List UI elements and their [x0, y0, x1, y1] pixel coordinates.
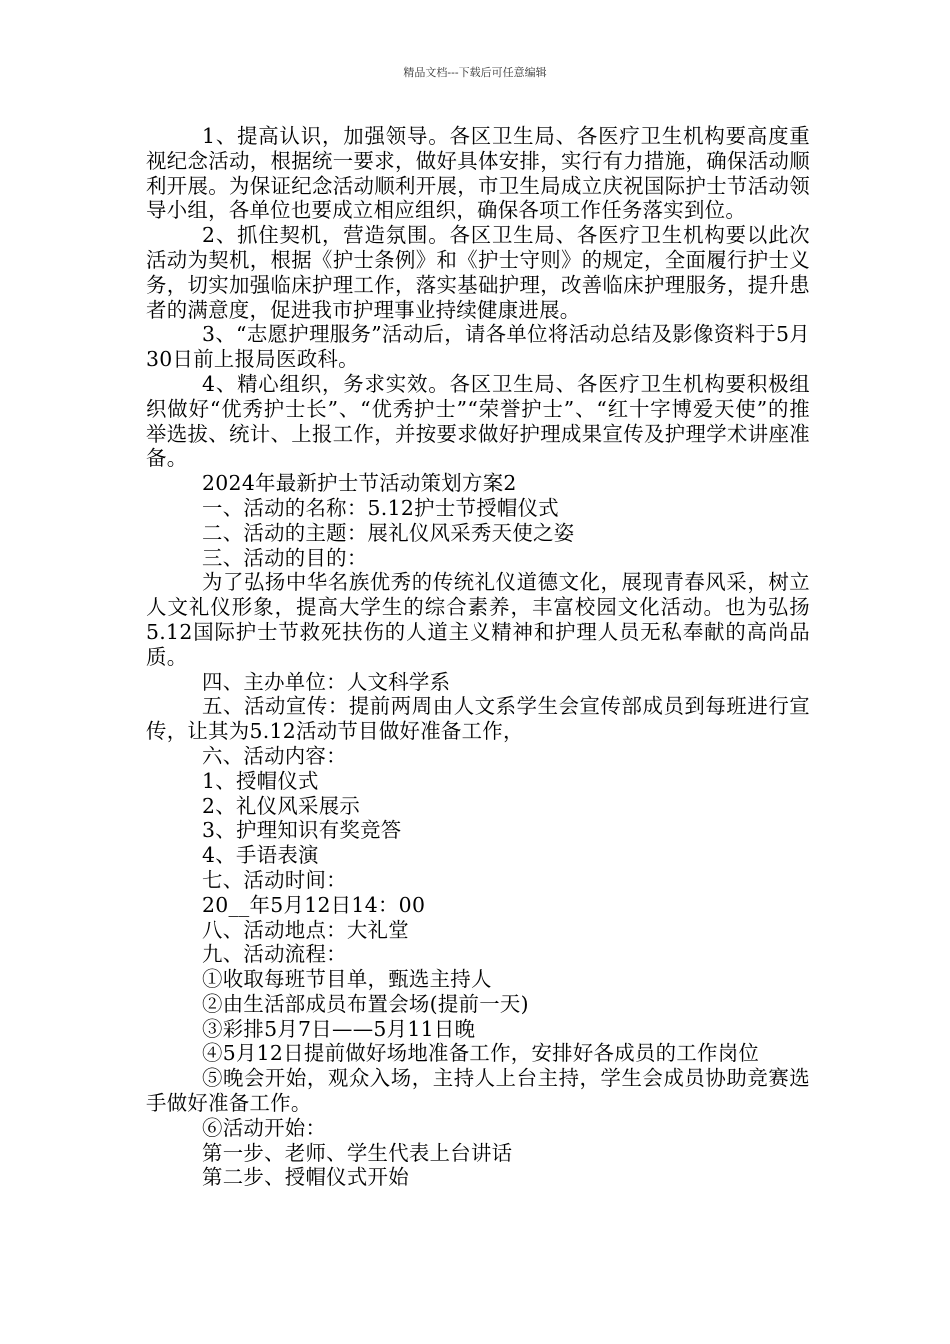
paragraph-item-4: 4、精心组织，务求实效。各区卫生局、各医疗卫生机构要积极组织做好“优秀护士长”、“优秀护士”“荣誉护士”、“红十字博爱天使”的推举选拔、统计、上报工作，并按要求做好护理成果宣传及护理学术讲座准备。: [146, 371, 810, 471]
content-item-3: 3、护理知识有奖竞答: [202, 818, 402, 843]
activity-name: 一、活动的名称：5.12护士节授帽仪式: [202, 495, 559, 520]
flow-step-4: ④5月12日提前做好场地准备工作，安排好各成员的工作岗位: [202, 1041, 760, 1066]
flow-step-6: ⑥活动开始：: [202, 1115, 327, 1140]
paragraph-item-1: 1、提高认识，加强领导。各区卫生局、各医疗卫生机构要高度重视纪念活动，根据统一要求，做好具体安排，实行有力措施，确保活动顺利开展。为保证纪念活动顺利开展，市卫生局成立庆祝国际护士节活动领导小组，各单位也要成立相应组织，确保各项工作任务落实到位。: [146, 124, 810, 223]
program-step-1: 第一步、老师、学生代表上台讲话: [202, 1140, 513, 1165]
paragraph-item-2: 2、抓住契机，营造氛围。各区卫生局、各医疗卫生机构要以此次活动为契机，根据《护士条例》和《护士守则》的规定，全面履行护士义务，切实加强临床护理工作，落实基础护理，改善临床护理服务，提升患者的满意度，促进我市护理事业持续健康进展。: [146, 223, 810, 322]
flow-step-1: ①收取每班节目单，甄选主持人: [202, 967, 492, 992]
activity-content-heading: 六、活动内容：: [202, 743, 347, 768]
content-item-1: 1、授帽仪式: [202, 768, 319, 793]
flow-step-3: ③彩排5月7日——5月11日晚: [202, 1016, 476, 1041]
activity-purpose-text: 为了弘扬中华名族优秀的传统礼仪道德文化，展现青春风采，树立人文礼仪形象，提高大学生的综合素养，丰富校园文化活动。也为弘扬5.12国际护士节救死扶伤的人道主义精神和护理人员无私奉献的高尚品质。: [146, 570, 810, 669]
activity-location: 八、活动地点：大礼堂: [202, 917, 409, 942]
content-item-2: 2、礼仪风采展示: [202, 793, 361, 818]
page-header: 精品文档---下载后可任意编辑: [403, 66, 547, 79]
activity-purpose-heading: 三、活动的目的：: [202, 545, 368, 570]
activity-time-value: 20__年5月12日14：00: [202, 892, 426, 917]
content-item-4: 4、手语表演: [202, 843, 319, 868]
flow-step-5: ⑤晚会开始，观众入场，主持人上台主持，学生会成员协助竞赛选手做好准备工作。: [146, 1066, 810, 1116]
flow-step-2: ②由生活部成员布置会场(提前一天): [202, 991, 529, 1016]
paragraph-item-3: 3、“志愿护理服务”活动后，请各单位将活动总结及影像资料于5月30日前上报局医政科。: [146, 322, 810, 372]
document-body: [146, 124, 810, 1190]
organizer: 四、主办单位：人文科学系: [202, 669, 451, 694]
activity-theme: 二、活动的主题：展礼仪风采秀天使之姿: [202, 520, 575, 545]
activity-time-heading: 七、活动时间：: [202, 867, 347, 892]
section-title: 2024年最新护士节活动策划方案2: [202, 471, 517, 496]
activity-flow-heading: 九、活动流程：: [202, 942, 347, 967]
activity-promotion: 五、活动宣传：提前两周由人文系学生会宣传部成员到每班进行宣传，让其为5.12活动节目做好准备工作，: [146, 694, 810, 744]
program-step-2: 第二步、授帽仪式开始: [202, 1165, 409, 1190]
